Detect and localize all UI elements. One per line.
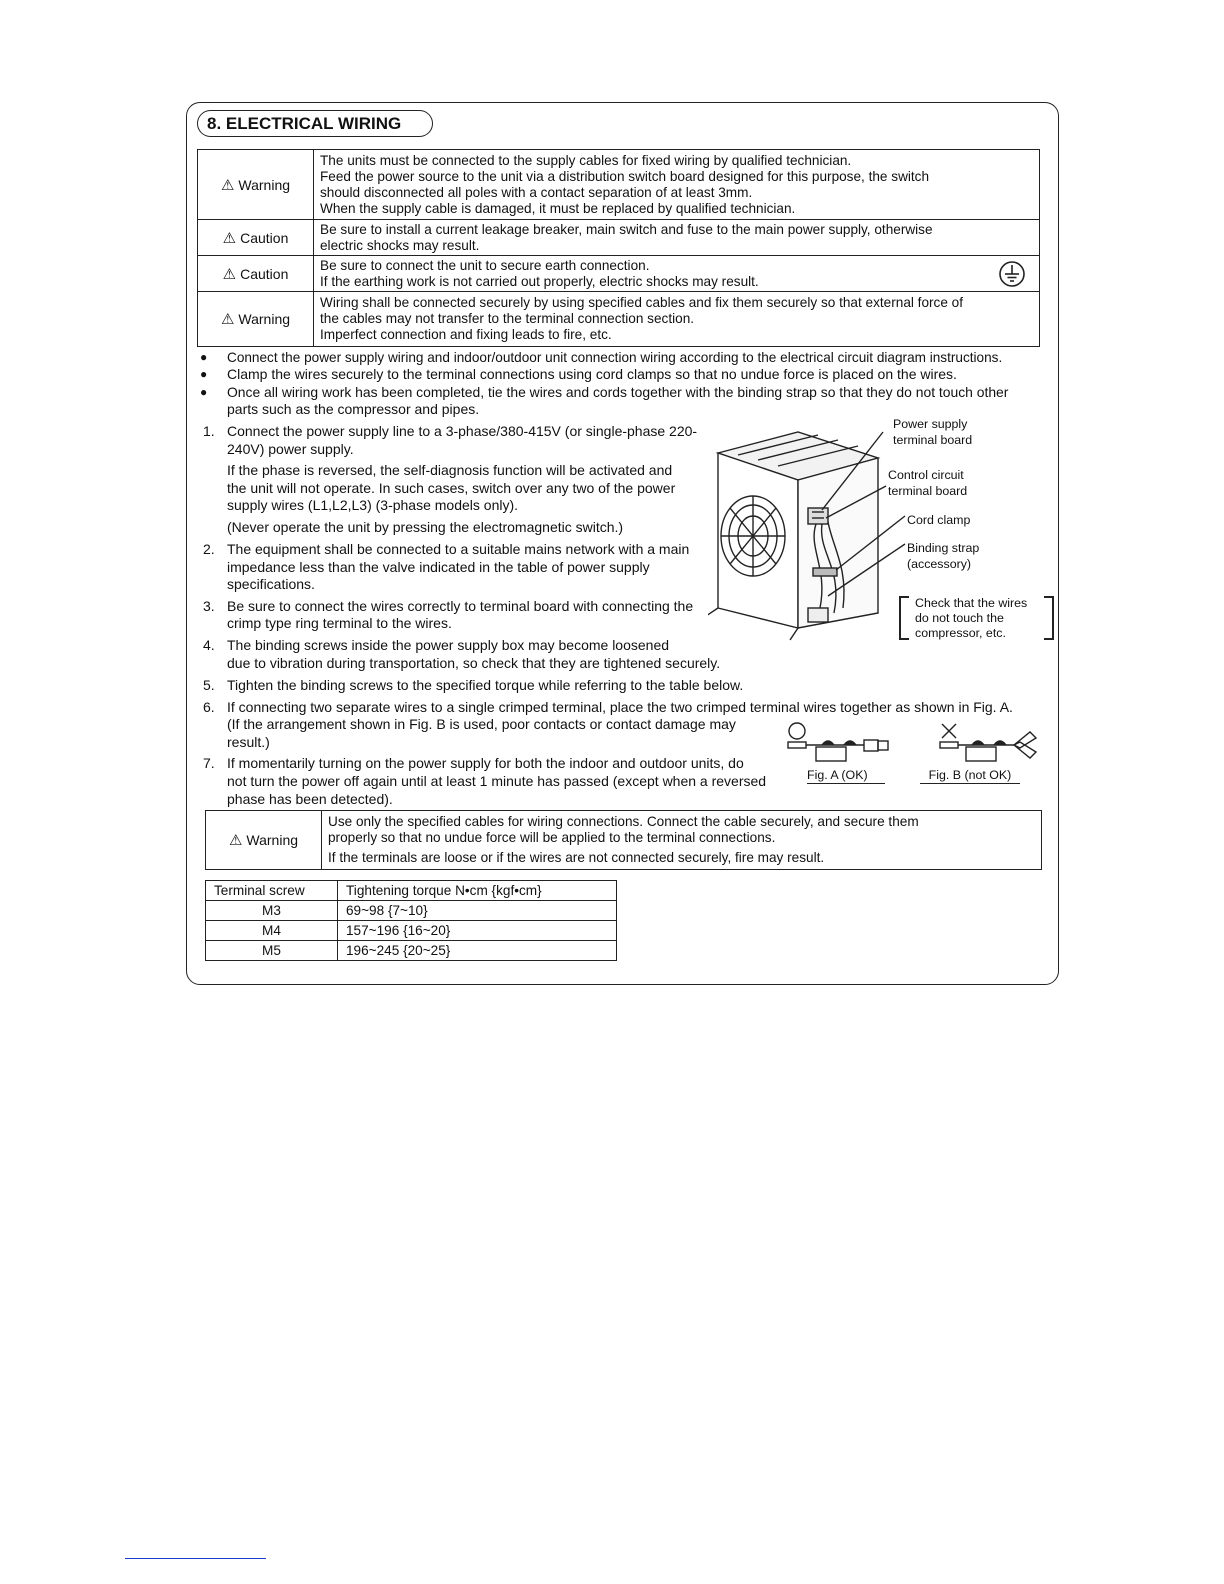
fig-b-caption: Fig. B (not OK) bbox=[920, 768, 1020, 784]
step-number: 7. bbox=[203, 755, 215, 771]
step-text: Tighten the binding screws to the specified torque while referring to the table below. bbox=[227, 677, 744, 693]
caution-text: Be sure to install a current leakage breaker, main switch and fuse to the main power supply, otherwise bbox=[320, 221, 933, 237]
warning-text: properly so that no undue force will be applied to the terminal connections. bbox=[328, 830, 776, 845]
warning-text: If the terminals are loose or if the wires are not connected securely, fire may result. bbox=[328, 850, 825, 865]
step-text: specifications. bbox=[227, 576, 315, 592]
warning-label: Warning bbox=[238, 311, 291, 327]
warning-label: Warning bbox=[238, 176, 291, 193]
warning-triangle-icon: ⚠ bbox=[222, 265, 237, 283]
bracket-left bbox=[899, 596, 909, 640]
warning-row bbox=[198, 150, 1040, 220]
warning-text: Feed the power source to the unit via a distribution switch board designed for this purpose, the switch bbox=[320, 168, 930, 184]
warning-label: Warning bbox=[246, 832, 299, 848]
check-note: do not touch the bbox=[915, 611, 1004, 625]
earth-ground-icon bbox=[999, 261, 1025, 287]
step-number: 2. bbox=[203, 541, 215, 557]
table-cell: M3 bbox=[206, 901, 338, 921]
warning-text: The units must be connected to the supply cables for fixed wiring by qualified technician. bbox=[320, 152, 852, 168]
step-text: 240V) power supply. bbox=[227, 441, 354, 457]
warning-triangle-icon: ⚠ bbox=[222, 229, 237, 247]
warning-row bbox=[206, 811, 1042, 870]
table-header-row bbox=[206, 881, 617, 901]
step-text: The binding screws inside the power supply box may become loosened bbox=[227, 637, 670, 653]
caution-text: Be sure to connect the unit to secure earth connection. bbox=[320, 257, 650, 273]
step-text: The equipment shall be connected to a suitable mains network with a main bbox=[227, 541, 690, 557]
step-text: (If the arrangement shown in Fig. B is used, poor contacts or contact damage may bbox=[227, 716, 736, 732]
bullet-icon: ● bbox=[200, 385, 208, 399]
warning-text: Wiring shall be connected securely by using specified cables and fix them securely so that external force of bbox=[320, 295, 964, 310]
caution-row bbox=[198, 220, 1040, 256]
bracket-right bbox=[1044, 596, 1054, 640]
fig-a-illustration bbox=[786, 720, 892, 764]
control-circuit-label: Control circuit bbox=[888, 468, 964, 482]
ok-circle-icon bbox=[789, 723, 805, 739]
section-title: 8. ELECTRICAL WIRING bbox=[197, 110, 433, 137]
bottom-warning-table bbox=[205, 810, 1042, 870]
table-header: Terminal screw bbox=[206, 881, 338, 901]
binding-strap-label: (accessory) bbox=[907, 557, 972, 571]
step-text: due to vibration during transportation, so check that they are tightened securely. bbox=[227, 655, 721, 671]
caution-label: Caution bbox=[240, 229, 289, 246]
table-cell: M4 bbox=[206, 921, 338, 941]
caution-label: Caution bbox=[240, 265, 289, 282]
control-circuit-label: terminal board bbox=[888, 484, 968, 498]
step-number: 1. bbox=[203, 423, 215, 439]
fig-b-illustration bbox=[938, 720, 1042, 764]
step-number: 5. bbox=[203, 677, 215, 693]
table-row bbox=[206, 901, 617, 921]
power-supply-label: terminal board bbox=[893, 433, 973, 447]
step-text: Be sure to connect the wires correctly to terminal board with connecting the bbox=[227, 598, 694, 614]
fig-a-caption: Fig. A (OK) bbox=[807, 768, 885, 784]
bullet-continuation: parts such as the compressor and pipes. bbox=[227, 401, 480, 417]
table-cell: 157~196 {16~20} bbox=[338, 921, 617, 941]
warning-text: Imperfect connection and fixing leads to fire, etc. bbox=[320, 327, 612, 342]
torque-table bbox=[205, 880, 617, 961]
step-text: (Never operate the unit by pressing the electromagnetic switch.) bbox=[227, 519, 624, 535]
step-number: 3. bbox=[203, 598, 215, 614]
warning-triangle-icon: ⚠ bbox=[220, 176, 235, 194]
table-header: Tightening torque N•cm {kgf•cm} bbox=[338, 881, 617, 901]
warning-text: the cables may not transfer to the terminal connection section. bbox=[320, 311, 695, 326]
table-cell: 69~98 {7~10} bbox=[338, 901, 617, 921]
step-text: If connecting two separate wires to a single crimped terminal, place the two crimped terminal wires together as shown in Fig. A. bbox=[227, 699, 1013, 715]
footnote-rule bbox=[125, 1558, 266, 1559]
step-number: 4. bbox=[203, 637, 215, 653]
warning-triangle-icon: ⚠ bbox=[228, 832, 243, 849]
step-text: If the phase is reversed, the self-diagnosis function will be activated and bbox=[227, 462, 673, 478]
step-text: Connect the power supply line to a 3-phase/380-415V (or single-phase 220- bbox=[227, 423, 698, 439]
cord-clamp-label: Cord clamp bbox=[907, 513, 971, 527]
check-note: Check that the wires bbox=[915, 596, 1028, 610]
step-text: supply wires (L1,L2,L3) (3-phase models only). bbox=[227, 497, 519, 513]
step-number: 6. bbox=[203, 699, 215, 715]
warning-text: should disconnected all poles with a contact separation of at least 3mm. bbox=[320, 184, 753, 200]
step-text: the unit will not operate. In such cases, switch over any two of the power bbox=[227, 480, 676, 496]
table-row bbox=[206, 921, 617, 941]
warning-row bbox=[198, 292, 1040, 347]
step-text: If momentarily turning on the power supply for both the indoor and outdoor units, do bbox=[227, 755, 744, 771]
caution-row bbox=[198, 256, 1040, 292]
bullet-icon: ● bbox=[200, 367, 208, 381]
caution-text: If the earthing work is not carried out properly, electric shocks may result. bbox=[320, 273, 759, 289]
check-note: compressor, etc. bbox=[915, 626, 1006, 640]
step-text: not turn the power off again until at least 1 minute has passed (except when a reversed bbox=[227, 773, 767, 789]
warning-table bbox=[197, 149, 1040, 347]
warning-text: Use only the specified cables for wiring connections. Connect the cable securely, and secure them bbox=[328, 814, 919, 829]
table-cell: 196~245 {20~25} bbox=[338, 941, 617, 961]
step-text: impedance less than the valve indicated in the table of power supply bbox=[227, 559, 650, 575]
warning-text: When the supply cable is damaged, it must be replaced by qualified technician. bbox=[320, 200, 796, 216]
power-supply-label: Power supply bbox=[893, 417, 968, 431]
table-cell: M5 bbox=[206, 941, 338, 961]
step-text: result.) bbox=[227, 734, 270, 750]
warning-triangle-icon: ⚠ bbox=[220, 311, 235, 328]
bullet-icon: ● bbox=[200, 350, 208, 364]
step-text: crimp type ring terminal to the wires. bbox=[227, 615, 452, 631]
table-row bbox=[206, 941, 617, 961]
outdoor-unit-illustration bbox=[708, 418, 908, 643]
binding-strap-label: Binding strap bbox=[907, 541, 980, 555]
caution-text: electric shocks may result. bbox=[320, 237, 480, 253]
step-text: phase has been detected). bbox=[227, 791, 393, 807]
